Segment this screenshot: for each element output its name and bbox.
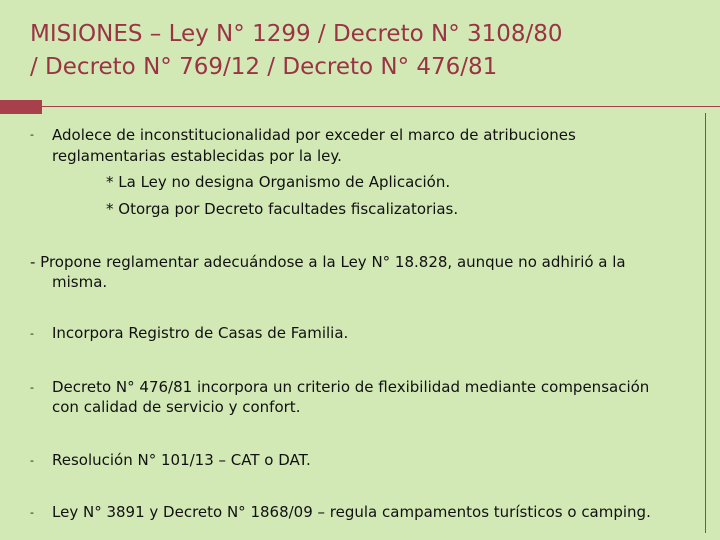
item-4-line-2: con calidad de servicio y confort. <box>52 398 301 416</box>
item-2-line-1: - Propone reglamentar adecuándose a la Ley N° 18.828, aunque no adhirió a la <box>30 253 626 271</box>
item-1-sub-2: * Otorga por Decreto facultades fiscalizatorias. <box>106 200 459 218</box>
slide-title-line-1: MISIONES – Ley N° 1299 / Decreto N° 3108/80 <box>30 21 563 47</box>
slide-title-line-2: / Decreto N° 769/12 / Decreto N° 476/81 <box>30 54 498 80</box>
bullet-marker: - <box>30 381 34 394</box>
item-5-line-1: Resolución N° 101/13 – CAT o DAT. <box>52 451 311 469</box>
item-3-line-1: Incorpora Registro de Casas de Familia. <box>52 324 349 342</box>
slide-title <box>30 18 710 84</box>
bullet-marker: - <box>30 327 34 340</box>
bullet-marker: - <box>30 454 34 467</box>
divider-accent-block <box>0 100 42 114</box>
item-1-sub-1: * La Ley no designa Organismo de Aplicación. <box>106 173 451 191</box>
item-1-line-2: reglamentarias establecidas por la ley. <box>52 147 342 165</box>
item-6-line-1: Ley N° 3891 y Decreto N° 1868/09 – regula campamentos turísticos o camping. <box>52 503 651 521</box>
divider-line <box>42 106 720 107</box>
bullet-marker: - <box>30 128 34 141</box>
title-divider <box>0 100 720 114</box>
item-2-line-2: misma. <box>52 273 108 291</box>
bullet-marker: - <box>30 506 34 519</box>
frame-right-border <box>705 113 706 533</box>
item-1-line-1: Adolece de inconstitucionalidad por exceder el marco de atribuciones <box>52 126 576 144</box>
item-4-line-1: Decreto N° 476/81 incorpora un criterio de flexibilidad mediante compensación <box>52 378 650 396</box>
